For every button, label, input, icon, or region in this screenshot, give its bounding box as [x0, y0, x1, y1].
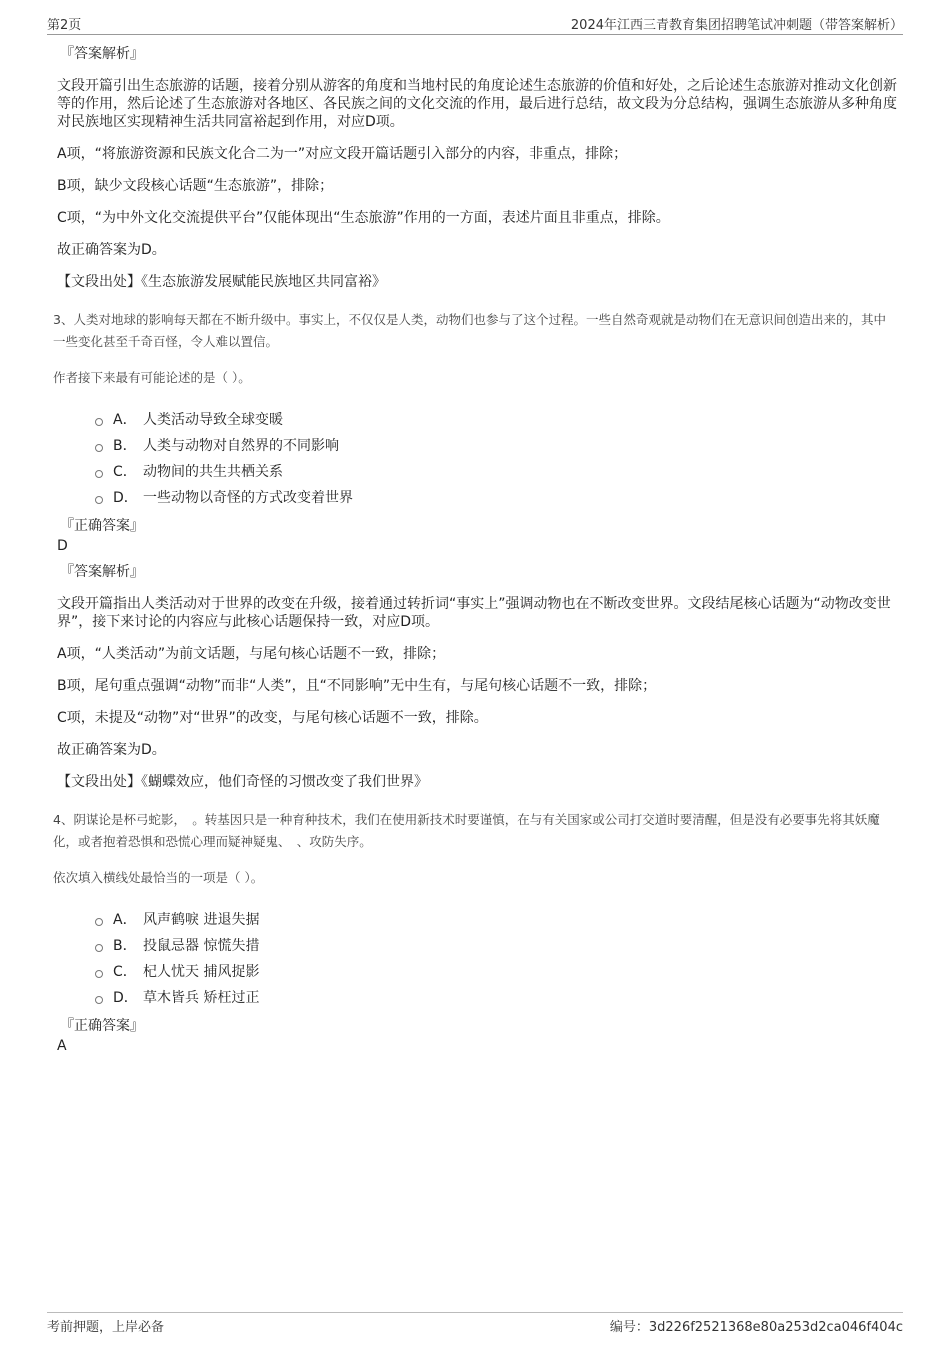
page-header — [47, 12, 903, 35]
option-letter: B． — [113, 438, 137, 454]
option-text: 草木皆兵 矫枉过正 — [143, 990, 260, 1006]
option-text: 人类活动导致全球变暖 — [143, 412, 283, 428]
passage-source: 【文段出处】《蝴蝶效应，他们奇怪的习惯改变了我们世界》 — [57, 774, 428, 790]
question-4-stem: 4、阴谋论是杯弓蛇影， 。转基因只是一种育种技术，我们在使用新技术时要谨慎，在与有关国家或公司打交道时要清醒，但是没有必要事先将其妖魔化，或者抱着恐惧和恐慌心理而疑神疑鬼、 、攻防失序。 — [53, 812, 880, 849]
option-a[interactable] — [95, 407, 897, 433]
radio-icon[interactable] — [95, 470, 103, 478]
option-letter: C． — [113, 464, 137, 480]
option-a[interactable] — [95, 907, 897, 933]
page-content — [53, 45, 897, 1063]
option-letter: C． — [113, 964, 137, 980]
correct-answer: A — [57, 1038, 67, 1054]
correct-answer: D — [57, 538, 68, 554]
question-3-stem: 3、人类对地球的影响每天都在不断升级中。事实上，不仅仅是人类，动物们也参与了这个过程。一些自然奇观就是动物们在无意识间创造出来的，其中一些变化甚至千奇百怪，令人难以置信。 — [53, 312, 886, 349]
option-d[interactable] — [95, 485, 897, 511]
document-title: 2024年江西三青教育集团招聘笔试冲刺题（带答案解析） — [570, 18, 903, 33]
analysis-option-a: A项，“人类活动”为前文话题，与尾句核心话题不一致，排除； — [57, 646, 446, 662]
option-text: 风声鹤唳 进退失据 — [143, 912, 260, 928]
footer-slogan: 考前押题，上岸必备 — [47, 1320, 165, 1335]
analysis-conclusion: 故正确答案为D。 — [57, 242, 166, 258]
option-c[interactable] — [95, 459, 897, 485]
radio-icon[interactable] — [95, 996, 103, 1004]
radio-icon[interactable] — [95, 944, 103, 952]
analysis-option-b: B项，缺少文段核心话题“生态旅游”，排除； — [57, 178, 334, 194]
analysis-option-c: C项，未提及“动物”对“世界”的改变，与尾句核心话题不一致，排除。 — [57, 710, 488, 726]
option-d[interactable] — [95, 985, 897, 1011]
analysis-option-b: B项，尾句重点强调“动物”而非“人类”，且“不同影响”无中生有，与尾句核心话题不一致，排除； — [57, 678, 657, 694]
page-number: 第2页 — [47, 18, 82, 33]
option-letter: D． — [113, 490, 138, 506]
option-letter: D． — [113, 990, 138, 1006]
question-4-ask: 依次填入横线处最恰当的一项是（ ）。 — [53, 870, 264, 885]
question-3-ask: 作者接下来最有可能论述的是（ ）。 — [53, 370, 251, 385]
option-letter: B． — [113, 938, 137, 954]
radio-icon[interactable] — [95, 496, 103, 504]
answer-label: 『正确答案』 — [60, 518, 144, 534]
radio-icon[interactable] — [95, 418, 103, 426]
option-letter: A． — [113, 412, 137, 428]
question-3-options — [95, 407, 897, 511]
passage-source: 【文段出处】《生态旅游发展赋能民族地区共同富裕》 — [57, 274, 386, 290]
option-text: 人类与动物对自然界的不同影响 — [143, 438, 339, 454]
analysis-option-c: C项，“为中外文化交流提供平台”仅能体现出“生态旅游”作用的一方面，表述片面且非重点，排除。 — [57, 210, 670, 226]
option-b[interactable] — [95, 933, 897, 959]
analysis-option-a: A项，“将旅游资源和民族文化合二为一”对应文段开篇话题引入部分的内容，非重点，排除； — [57, 146, 628, 162]
answer-label: 『正确答案』 — [60, 1018, 144, 1034]
analysis-text: 文段开篇引出生态旅游的话题，接着分别从游客的角度和当地村民的角度论述生态旅游的价值和好处，之后论述生态旅游对推动文化创新等的作用，然后论述了生态旅游对各地区、各民族之间的文化交流的作用，最后进行总结，故文段为分总结构，强调生态旅游从多种角度对民族地区实现精神生活共同富裕起到作用，对应D项。 — [57, 78, 897, 130]
analysis-conclusion: 故正确答案为D。 — [57, 742, 166, 758]
page-footer — [47, 1312, 903, 1335]
question-4-options — [95, 907, 897, 1011]
option-c[interactable] — [95, 959, 897, 985]
option-text: 一些动物以奇怪的方式改变着世界 — [143, 490, 353, 506]
option-text: 投鼠忌器 惊慌失措 — [143, 938, 260, 954]
radio-icon[interactable] — [95, 918, 103, 926]
option-text: 动物间的共生共栖关系 — [143, 464, 283, 480]
option-letter: A． — [113, 912, 137, 928]
document-id: 编号：3d226f2521368e80a253d2ca046f404c — [609, 1320, 903, 1335]
analysis-label: 『答案解析』 — [60, 46, 144, 62]
analysis-text: 文段开篇指出人类活动对于世界的改变在升级，接着通过转折词“事实上”强调动物也在不断改变世界。文段结尾核心话题为“动物改变世界”，接下来讨论的内容应与此核心话题保持一致，对应D项。 — [57, 596, 891, 630]
analysis-label: 『答案解析』 — [60, 564, 144, 580]
option-text: 杞人忧天 捕风捉影 — [143, 964, 260, 980]
radio-icon[interactable] — [95, 444, 103, 452]
option-b[interactable] — [95, 433, 897, 459]
radio-icon[interactable] — [95, 970, 103, 978]
